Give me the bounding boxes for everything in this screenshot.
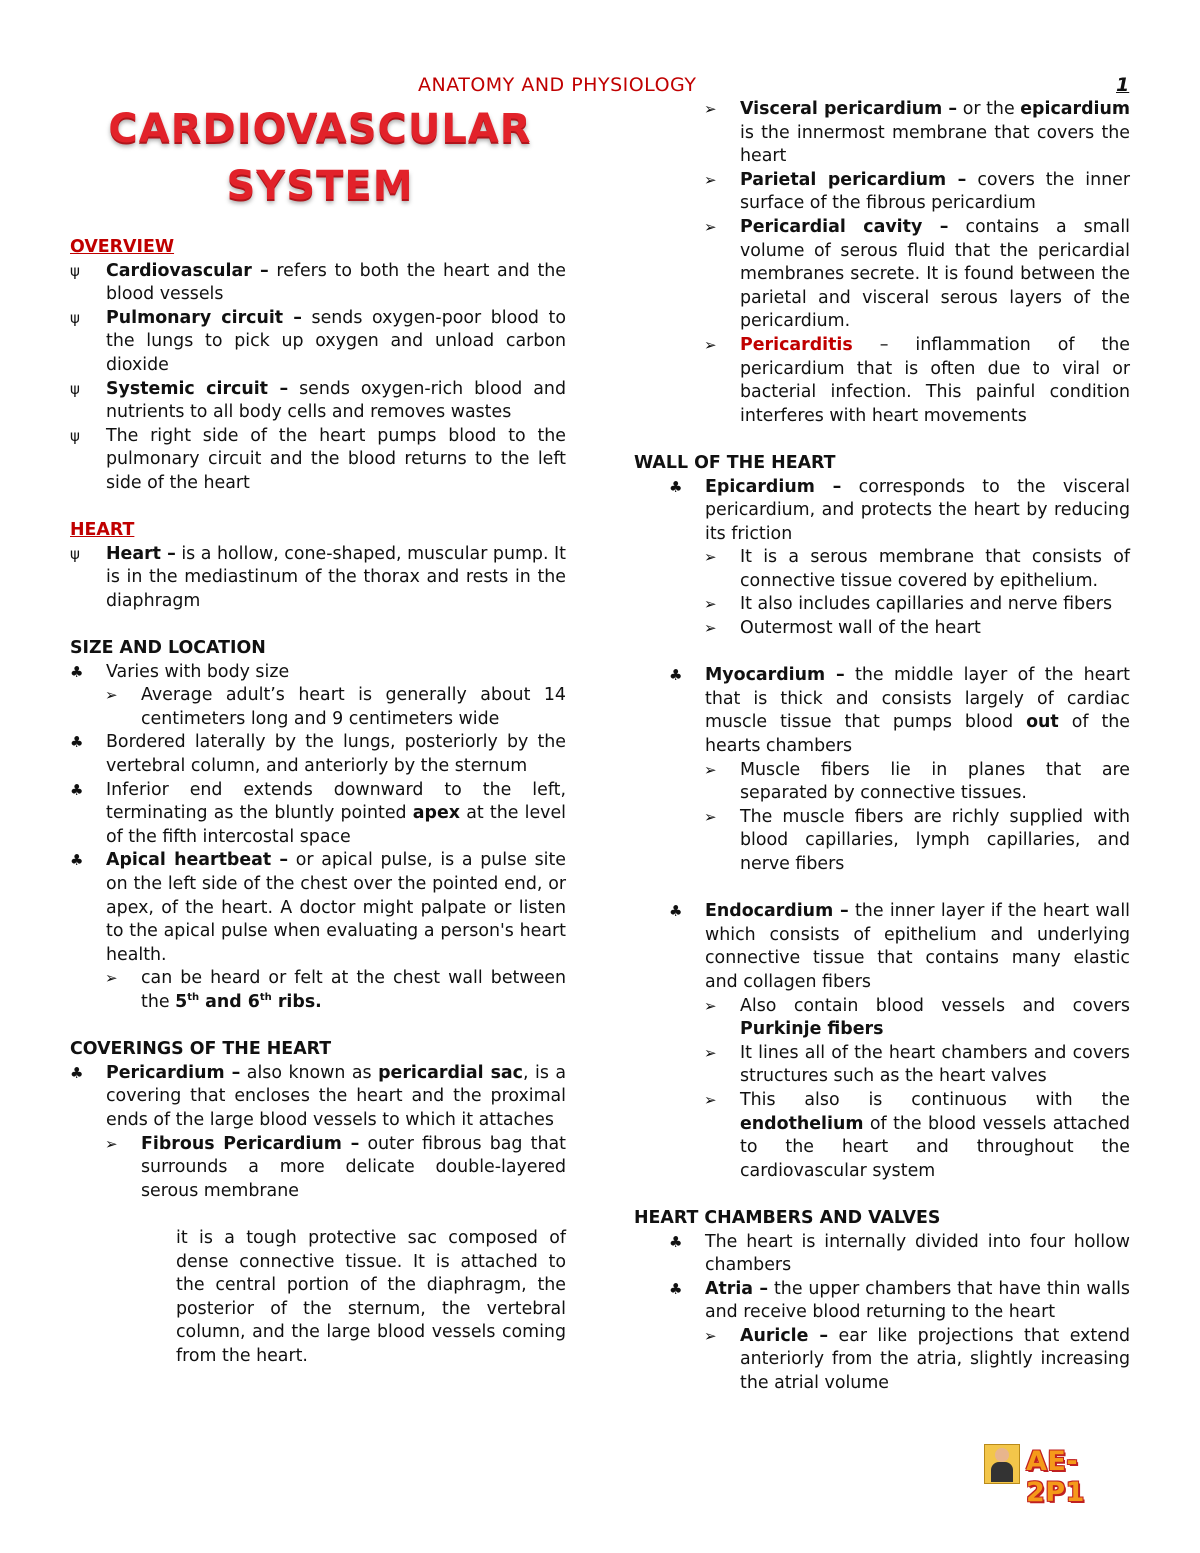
overview-item: ψ Pulmonary circuit – sends oxygen-poor blood to the lungs to pick up oxygen and unload carbon dioxide [70, 307, 566, 375]
arrow-bullet-icon: ➢ [704, 170, 717, 189]
wall-subitem: ➢ The muscle fibers are richly supplied with blood capillaries, lymph capillaries, and nerve fibers [704, 806, 1130, 874]
size-item: ♣ Varies with body size [70, 661, 566, 685]
club-bullet-icon: ♣ [70, 662, 84, 681]
size-item: ♣ Apical heartbeat – or apical pulse, is a pulse site on the left side of the chest over the pointed end, or apex, of the heart. A doctor might palpate or listen to the apical pulse when evaluating a person's heart health. [70, 850, 566, 965]
psi-bullet-icon: ψ [70, 261, 80, 280]
arrow-bullet-icon: ➢ [704, 996, 717, 1015]
arrow-bullet-icon: ➢ [704, 548, 717, 567]
wall-subitem: ➢ It is a serous membrane that consists of connective tissue covered by epithelium. [704, 547, 1130, 591]
size-item: ♣ Bordered laterally by the lungs, posteriorly by the vertebral column, and anteriorly by the sternum [70, 732, 566, 777]
psi-bullet-icon: ψ [70, 308, 80, 327]
wall-subitem: ➢ It lines all of the heart chambers and covers structures such as the heart valves [704, 1042, 1130, 1087]
wall-subitem: ➢ Outermost wall of the heart [634, 617, 1130, 641]
right-column [634, 98, 1130, 1396]
person-avatar-icon [984, 1444, 1020, 1484]
section-heading-chambers: HEART CHAMBERS AND VALVES [634, 1207, 941, 1228]
wall-item: ♣ Myocardium – the middle layer of the heart that is thick and consists largely of cardiac muscle tissue that pumps blood out of the hearts chambers [669, 665, 1131, 757]
document-title-line-1: CARDIOVASCULAR [108, 106, 532, 152]
coverings-item: ♣ Pericardium – also known as pericardial sac, is a covering that encloses the heart and the proximal ends of the large blood vessels to which it attaches [70, 1062, 567, 1130]
overview-item: ψ Systemic circuit – sends oxygen-rich blood and nutrients to all body cells and removes wastes [70, 378, 566, 423]
club-bullet-icon: ♣ [70, 1063, 84, 1082]
psi-bullet-icon: ψ [70, 544, 80, 563]
section-heading-overview: OVERVIEW [70, 237, 175, 257]
overview-item: ψ Cardiovascular – refers to both the heart and the blood vessels [70, 260, 566, 305]
arrow-bullet-icon: ➢ [704, 335, 717, 354]
arrow-bullet-icon: ➢ [704, 217, 717, 236]
club-bullet-icon: ♣ [70, 733, 84, 752]
wall-subitem: ➢ This also is continuous with the endothelium of the blood vessels attached to the heart and throughout the cardiovascular system [704, 1089, 1130, 1181]
arrow-bullet-icon: ➢ [704, 1326, 717, 1345]
coverings-subitem: ➢ Pericardial cavity – contains a small volume of serous fluid that the pericardial membranes secrete. It is found between the parietal and visceral serous layers of the pericardium. [704, 216, 1130, 332]
wall-subitem: ➢ It also includes capillaries and nerve fibers [634, 593, 1130, 617]
arrow-bullet-icon: ➢ [704, 1090, 717, 1109]
club-bullet-icon: ♣ [669, 1279, 683, 1298]
club-bullet-icon: ♣ [669, 902, 683, 921]
footer-logo [984, 1444, 1134, 1508]
arrow-bullet-icon: ➢ [704, 100, 717, 118]
section-heading-size-location: SIZE AND LOCATION [70, 638, 266, 659]
psi-bullet-icon: ψ [70, 426, 80, 445]
wall-item: ♣ Epicardium – corresponds to the visceral pericardium, and protects the heart by reducing its friction [669, 476, 1130, 544]
wall-subitem: ➢ Muscle fibers lie in planes that are separated by connective tissues. [704, 759, 1130, 804]
psi-bullet-icon: ψ [70, 379, 80, 398]
section-heading-coverings: COVERINGS OF THE HEART [70, 1039, 332, 1060]
chambers-item: ♣ Atria – the upper chambers that have thin walls and receive blood returning to the heart [669, 1278, 1130, 1323]
section-heading-heart: HEART [70, 520, 135, 541]
arrow-bullet-icon: ➢ [105, 969, 118, 988]
size-subitem: ➢ can be heard or felt at the chest wall between the 5th and 6th ribs. [105, 968, 566, 1012]
size-item: ♣ Inferior end extends downward to the left, terminating as the bluntly pointed apex at the level of the fifth intercostal space [70, 779, 566, 847]
left-column [70, 236, 566, 1369]
chambers-subitem: ➢ Auricle – ear like projections that extend anteriorly from the atria, slightly increasing the atrial volume [704, 1325, 1130, 1394]
arrow-bullet-icon: ➢ [105, 1134, 118, 1153]
arrow-bullet-icon: ➢ [704, 595, 717, 614]
arrow-bullet-icon: ➢ [704, 619, 717, 638]
fibrous-pericardium-paragraph: it is a tough protective sac composed of dense connective tissue. It is attached to the central portion of the diaphragm, the posterior of the sternum, the vertebral column, and the large blood vessels coming from the heart. [176, 1227, 566, 1366]
page-number: 1 [1116, 74, 1130, 96]
coverings-subitem: ➢ Pericarditis – inflammation of the pericardium that is often due to viral or bacterial infection. This painful condition interferes with heart movements [704, 334, 1130, 426]
arrow-bullet-icon: ➢ [704, 760, 717, 779]
chambers-item: ♣ The heart is internally divided into four hollow chambers [669, 1231, 1130, 1276]
footer-logo-text: AE-2P1 [1026, 1446, 1085, 1508]
heart-definition: ψ Heart – is a hollow, cone-shaped, muscular pump. It is in the mediastinum of the thorax and rests in the diaphragm [70, 543, 566, 611]
wall-item: ♣ Endocardium – the inner layer if the heart wall which consists of epithelium and underlying connective tissue that contains many elastic and collagen fibers [669, 901, 1130, 992]
coverings-subitem: ➢ Parietal pericardium – covers the inner surface of the fibrous pericardium [704, 169, 1130, 214]
club-bullet-icon: ♣ [669, 477, 683, 496]
document-title-line-2: SYSTEM [226, 163, 414, 209]
overview-item: ψ The right side of the heart pumps blood to the pulmonary circuit and the blood returns to the left side of the heart [70, 425, 566, 493]
running-header: ANATOMY AND PHYSIOLOGY [418, 74, 697, 96]
club-bullet-icon: ♣ [669, 1232, 683, 1251]
section-heading-wall: WALL OF THE HEART [634, 452, 836, 473]
coverings-subitem: ➢ Visceral pericardium – or the epicardium is the innermost membrane that covers the heart [704, 99, 1130, 167]
club-bullet-icon: ♣ [70, 780, 84, 799]
arrow-bullet-icon: ➢ [704, 1043, 717, 1062]
club-bullet-icon: ♣ [70, 851, 84, 870]
arrow-bullet-icon: ➢ [105, 686, 118, 705]
wall-subitem: ➢ Also contain blood vessels and covers Purkinje fibers [704, 995, 1130, 1040]
coverings-subitem: ➢ Fibrous Pericardium – outer fibrous bag that surrounds a more delicate double-layered serous membrane [105, 1133, 566, 1201]
size-subitem: ➢ Average adult’s heart is generally about 14 centimeters long and 9 centimeters wide [105, 685, 566, 729]
club-bullet-icon: ♣ [669, 666, 683, 685]
arrow-bullet-icon: ➢ [704, 807, 717, 826]
